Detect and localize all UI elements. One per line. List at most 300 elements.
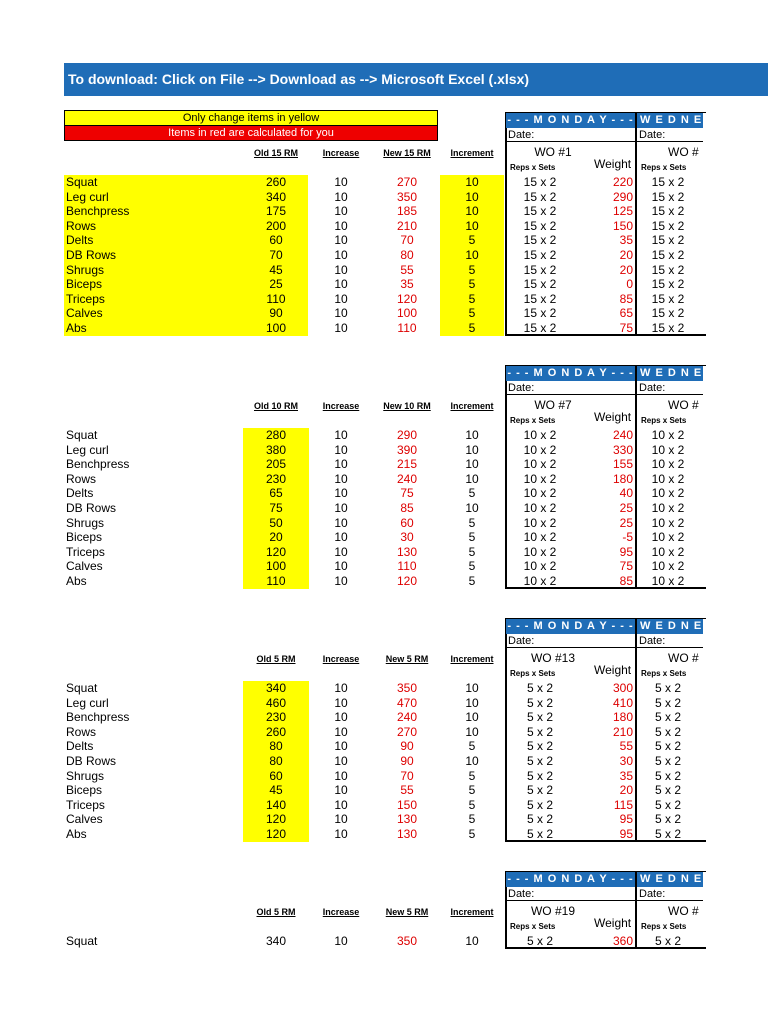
exercise-name: DB Rows [66, 248, 117, 262]
new-rm-value: 185 [396, 204, 418, 219]
old-rm-value[interactable]: 340 [265, 189, 287, 204]
new-rm-value: 215 [396, 457, 418, 472]
increase-value: 10 [334, 175, 348, 189]
reps-sets-value: 10 x 2 [523, 574, 557, 588]
exercise-name: Delts [66, 233, 94, 248]
workout-number-wed: WO # [668, 145, 699, 159]
increase-value: 10 [334, 783, 348, 798]
reps-sets-value: 10 x 2 [523, 442, 557, 457]
weight-value: 75 [619, 559, 633, 574]
increment-value[interactable]: 5 [468, 486, 476, 501]
new-rm-value: 290 [396, 428, 418, 442]
reps-sets-value-wed: 10 x 2 [651, 515, 685, 530]
exercise-name: Benchpress [66, 204, 130, 219]
reps-sets-value-wed: 5 x 2 [654, 934, 681, 948]
reps-sets-value-wed: 5 x 2 [654, 827, 681, 841]
old-rm-value[interactable]: 120 [265, 827, 287, 841]
increase-header: Increase [322, 654, 360, 664]
exercise-name: Abs [66, 574, 87, 588]
increment-value[interactable]: 10 [465, 501, 479, 515]
increment-value[interactable]: 5 [468, 739, 476, 754]
exercise-name: DB Rows [66, 501, 117, 515]
monday-header: - - - M O N D A Y - - - [507, 367, 634, 379]
exercise-name: Biceps [66, 783, 103, 798]
exercise-name: Triceps [66, 797, 105, 812]
old-rm-value[interactable]: 200 [265, 218, 287, 233]
old-rm-header: Old 15 RM [253, 148, 298, 158]
exercise-name: Triceps [66, 544, 105, 559]
new-rm-value: 100 [396, 306, 418, 321]
weight-value: 20 [619, 262, 633, 277]
increase-value: 10 [334, 768, 348, 783]
increment-value[interactable]: 5 [468, 530, 476, 545]
new-rm-value: 110 [397, 321, 417, 335]
workout-number-wed: WO # [668, 398, 699, 412]
exercise-name: Shrugs [66, 262, 105, 277]
increment-value[interactable]: 10 [465, 695, 479, 710]
reps-sets-label-wed: Reps x Sets [641, 416, 687, 425]
new-rm-value: 270 [396, 724, 418, 739]
old-rm-value[interactable]: 110 [266, 574, 286, 588]
monday-date: Date: [506, 381, 635, 395]
exercise-name: Biceps [66, 530, 103, 545]
increase-value: 10 [334, 204, 348, 219]
reps-sets-value: 5 x 2 [526, 681, 553, 695]
workout-number: WO #13 [530, 651, 575, 665]
old-rm-header: Old 10 RM [253, 401, 298, 411]
new-rm-value: 110 [397, 559, 417, 574]
exercise-name: Squat [66, 681, 98, 695]
exercise-name: Delts [66, 486, 94, 501]
old-rm-value[interactable]: 340 [265, 934, 287, 948]
reps-sets-value-wed: 10 x 2 [651, 428, 685, 442]
workout-number: WO #1 [534, 145, 572, 159]
reps-sets-value-wed: 5 x 2 [654, 739, 681, 754]
weight-value: 35 [619, 233, 633, 248]
old-rm-value[interactable]: 45 [269, 783, 283, 798]
old-rm-value[interactable]: 20 [269, 530, 283, 545]
download-banner: To download: Click on File --> Download as --> Microsoft Excel (.xlsx) [64, 63, 768, 96]
increment-value[interactable]: 10 [465, 428, 479, 442]
weight-value: 180 [612, 710, 633, 725]
reps-sets-value-wed: 5 x 2 [654, 710, 681, 725]
increment-header: Increment [450, 401, 494, 411]
old-rm-header: Old 5 RM [256, 654, 296, 664]
increase-value: 10 [334, 754, 348, 768]
weight-value: 115 [613, 797, 633, 812]
old-rm-value[interactable]: 60 [269, 233, 283, 248]
increase-value: 10 [334, 544, 348, 559]
new-rm-value: 270 [396, 175, 418, 189]
increase-value: 10 [334, 797, 348, 812]
increase-value: 10 [334, 486, 348, 501]
old-rm-value[interactable]: 75 [269, 501, 283, 515]
increase-header: Increase [322, 401, 360, 411]
new-rm-value: 85 [400, 501, 414, 515]
new-rm-value: 55 [400, 783, 414, 798]
wednesday-header: W E D N E [637, 113, 703, 128]
new-rm-value: 350 [396, 934, 418, 948]
exercise-name: Triceps [66, 291, 105, 306]
weight-value: 65 [619, 306, 633, 321]
workout-number: WO #19 [530, 904, 575, 918]
reps-sets-value-wed: 15 x 2 [651, 233, 685, 248]
increment-header: Increment [450, 654, 494, 664]
exercise-name: Leg curl [66, 442, 109, 457]
exercise-name: Squat [66, 934, 98, 948]
increase-value: 10 [334, 827, 348, 841]
exercise-name: Calves [66, 306, 103, 321]
weight-value: 75 [619, 321, 633, 335]
increment-value[interactable]: 5 [468, 291, 476, 306]
reps-sets-value-wed: 15 x 2 [651, 204, 685, 219]
weight-value: 290 [612, 189, 633, 204]
exercise-name: Rows [66, 724, 97, 739]
new-rm-value: 70 [400, 768, 414, 783]
exercise-name: DB Rows [66, 754, 117, 768]
reps-sets-value: 15 x 2 [523, 189, 557, 204]
increment-value[interactable]: 5 [468, 262, 476, 277]
reps-sets-value: 5 x 2 [526, 768, 553, 783]
reps-sets-value-wed: 5 x 2 [654, 768, 681, 783]
exercise-name: Squat [66, 428, 98, 442]
reps-sets-value-wed: 15 x 2 [651, 291, 685, 306]
new-rm-header: New 15 RM [383, 148, 431, 158]
wednesday-date: Date: [637, 381, 703, 395]
new-rm-value: 120 [396, 291, 418, 306]
increase-value: 10 [334, 442, 348, 457]
exercise-name: Leg curl [66, 189, 109, 204]
old-rm-value[interactable]: 280 [265, 428, 287, 442]
weight-value: 125 [612, 204, 633, 219]
reps-sets-label: Reps x Sets [510, 416, 556, 425]
weight-value: 55 [619, 739, 633, 754]
reps-sets-value-wed: 10 x 2 [651, 574, 685, 588]
weight-value: 0 [626, 277, 633, 292]
new-rm-value: 470 [396, 695, 418, 710]
reps-sets-value: 15 x 2 [523, 262, 557, 277]
weight-value: 220 [612, 175, 633, 189]
reps-sets-value-wed: 15 x 2 [651, 175, 685, 189]
reps-sets-value: 5 x 2 [526, 739, 553, 754]
increase-value: 10 [334, 189, 348, 204]
exercise-name: Calves [66, 559, 103, 574]
reps-sets-value-wed: 15 x 2 [651, 306, 685, 321]
exercise-name: Calves [66, 812, 103, 827]
reps-sets-value-wed: 5 x 2 [654, 681, 681, 695]
increase-value: 10 [334, 515, 348, 530]
new-rm-value: 90 [400, 754, 414, 768]
reps-sets-value: 5 x 2 [526, 812, 553, 827]
increase-value: 10 [334, 710, 348, 725]
monday-date: Date: [506, 887, 635, 901]
wednesday-header: W E D N E [637, 619, 703, 634]
increment-value[interactable]: 10 [465, 457, 479, 472]
increase-value: 10 [334, 681, 348, 695]
reps-sets-value-wed: 10 x 2 [651, 471, 685, 486]
increase-header: Increase [322, 148, 360, 158]
old-rm-value[interactable]: 60 [269, 768, 283, 783]
new-rm-value: 120 [396, 574, 418, 588]
reps-sets-value: 15 x 2 [523, 204, 557, 219]
new-rm-value: 390 [396, 442, 418, 457]
increment-value[interactable]: 5 [468, 233, 476, 248]
weight-value: 95 [619, 827, 633, 841]
reps-sets-value: 10 x 2 [523, 530, 557, 545]
reps-sets-label-wed: Reps x Sets [641, 922, 687, 931]
increase-value: 10 [334, 218, 348, 233]
increment-value[interactable]: 10 [465, 934, 479, 948]
reps-sets-value-wed: 5 x 2 [654, 695, 681, 710]
weight-value: 240 [612, 428, 633, 442]
weight-label: Weight [594, 410, 632, 424]
old-rm-value[interactable]: 230 [265, 710, 287, 725]
monday-date: Date: [506, 128, 635, 142]
new-rm-value: 150 [396, 797, 418, 812]
reps-sets-value: 15 x 2 [523, 218, 557, 233]
reps-sets-value-wed: 10 x 2 [651, 442, 685, 457]
reps-sets-value: 15 x 2 [523, 291, 557, 306]
increase-value: 10 [334, 428, 348, 442]
old-rm-value[interactable]: 90 [269, 306, 283, 321]
new-rm-value: 130 [396, 812, 418, 827]
reps-sets-value-wed: 5 x 2 [654, 812, 681, 827]
increment-value[interactable]: 10 [465, 681, 479, 695]
exercise-name: Benchpress [66, 710, 130, 725]
weight-value: 25 [619, 515, 633, 530]
old-rm-value[interactable]: 260 [265, 724, 287, 739]
increment-value[interactable]: 10 [465, 204, 479, 219]
old-rm-value[interactable]: 175 [265, 204, 287, 219]
reps-sets-label: Reps x Sets [510, 163, 556, 172]
new-rm-value: 90 [400, 739, 414, 754]
increment-value[interactable]: 5 [468, 321, 476, 335]
increase-value: 10 [334, 471, 348, 486]
reps-sets-value-wed: 15 x 2 [651, 248, 685, 262]
reps-sets-value-wed: 10 x 2 [651, 530, 685, 545]
reps-sets-value-wed: 15 x 2 [651, 262, 685, 277]
increment-value[interactable]: 5 [468, 783, 476, 798]
reps-sets-value: 5 x 2 [526, 797, 553, 812]
increase-value: 10 [334, 306, 348, 321]
old-rm-value[interactable]: 205 [265, 457, 287, 472]
reps-sets-value-wed: 15 x 2 [651, 218, 685, 233]
workout-number-wed: WO # [668, 651, 699, 665]
increment-value[interactable]: 5 [468, 306, 476, 321]
reps-sets-value-wed: 10 x 2 [651, 544, 685, 559]
old-rm-value[interactable]: 70 [269, 248, 283, 262]
reps-sets-value: 10 x 2 [523, 501, 557, 515]
weight-value: 20 [619, 783, 633, 798]
increase-value: 10 [334, 248, 348, 262]
increment-value[interactable]: 5 [468, 515, 476, 530]
new-rm-value: 240 [396, 710, 418, 725]
increment-value[interactable]: 5 [468, 768, 476, 783]
increment-value[interactable]: 5 [468, 544, 476, 559]
exercise-name: Shrugs [66, 515, 105, 530]
weight-value: 25 [619, 501, 633, 515]
increase-value: 10 [334, 262, 348, 277]
wednesday-header: W E D N E [637, 872, 703, 887]
old-rm-value[interactable]: 340 [265, 681, 287, 695]
reps-sets-value: 10 x 2 [523, 486, 557, 501]
reps-sets-label: Reps x Sets [510, 922, 556, 931]
increase-value: 10 [334, 233, 348, 248]
new-rm-header: New 5 RM [385, 907, 429, 917]
new-rm-value: 350 [396, 189, 418, 204]
increase-value: 10 [334, 574, 348, 588]
new-rm-value: 80 [400, 248, 414, 262]
exercise-name: Delts [66, 739, 94, 754]
weight-value: 20 [619, 248, 633, 262]
old-rm-header: Old 5 RM [256, 907, 296, 917]
reps-sets-value-wed: 15 x 2 [651, 277, 685, 292]
new-rm-value: 70 [400, 233, 414, 248]
weight-label: Weight [594, 916, 632, 930]
wednesday-date: Date: [637, 128, 703, 142]
weight-value: 300 [612, 681, 633, 695]
increment-value[interactable]: 5 [468, 277, 476, 292]
exercise-name: Leg curl [66, 695, 109, 710]
exercise-name: Benchpress [66, 457, 130, 472]
weight-value: 95 [619, 812, 633, 827]
old-rm-value[interactable]: 120 [265, 544, 287, 559]
reps-sets-value-wed: 15 x 2 [651, 189, 685, 204]
increment-value[interactable]: 10 [465, 754, 479, 768]
weight-value: 35 [619, 768, 633, 783]
exercise-name: Squat [66, 175, 98, 189]
reps-sets-value: 5 x 2 [526, 724, 553, 739]
increment-value[interactable]: 5 [468, 574, 476, 588]
increment-value[interactable]: 10 [465, 471, 479, 486]
increment-value[interactable]: 10 [465, 710, 479, 725]
reps-sets-value: 5 x 2 [526, 695, 553, 710]
exercise-name: Abs [66, 827, 87, 841]
weight-value: 85 [619, 291, 633, 306]
weight-label: Weight [594, 157, 632, 171]
reps-sets-value: 15 x 2 [523, 175, 557, 189]
old-rm-value[interactable]: 100 [265, 559, 287, 574]
new-rm-header: New 5 RM [385, 654, 429, 664]
legend-box [64, 110, 438, 141]
old-rm-value[interactable]: 80 [269, 739, 283, 754]
workout-number: WO #7 [534, 398, 572, 412]
reps-sets-value: 15 x 2 [523, 306, 557, 321]
legend-yellow: Only change items in yellow [65, 111, 437, 126]
increase-value: 10 [334, 530, 348, 545]
reps-sets-value: 5 x 2 [526, 754, 553, 768]
old-rm-value[interactable]: 110 [266, 291, 286, 306]
exercise-name: Shrugs [66, 768, 105, 783]
reps-sets-label-wed: Reps x Sets [641, 163, 687, 172]
exercise-name: Rows [66, 218, 97, 233]
reps-sets-value: 10 x 2 [523, 457, 557, 472]
increment-value[interactable]: 5 [468, 559, 476, 574]
increment-value[interactable]: 10 [465, 218, 479, 233]
increase-value: 10 [334, 321, 348, 335]
increase-value: 10 [334, 501, 348, 515]
increment-value[interactable]: 10 [465, 248, 479, 262]
weight-value: -5 [622, 530, 633, 545]
reps-sets-value: 15 x 2 [523, 248, 557, 262]
legend-red: Items in red are calculated for you [65, 126, 437, 140]
reps-sets-value: 15 x 2 [523, 233, 557, 248]
increment-value[interactable]: 10 [465, 189, 479, 204]
increment-value[interactable]: 5 [468, 812, 476, 827]
weight-value: 155 [612, 457, 633, 472]
weight-label: Weight [594, 663, 632, 677]
old-rm-value[interactable]: 100 [265, 321, 287, 335]
reps-sets-value-wed: 10 x 2 [651, 486, 685, 501]
increment-value[interactable]: 10 [465, 442, 479, 457]
reps-sets-value-wed: 10 x 2 [651, 501, 685, 515]
reps-sets-value: 5 x 2 [526, 827, 553, 841]
old-rm-value[interactable]: 120 [265, 812, 287, 827]
new-rm-value: 60 [400, 515, 414, 530]
increment-header: Increment [450, 907, 494, 917]
weight-value: 410 [612, 695, 633, 710]
reps-sets-value: 5 x 2 [526, 710, 553, 725]
reps-sets-value: 15 x 2 [523, 277, 557, 292]
new-rm-value: 130 [396, 544, 418, 559]
exercise-name: Abs [66, 321, 87, 335]
wednesday-header: W E D N E [637, 366, 703, 381]
reps-sets-value: 15 x 2 [523, 321, 557, 335]
increase-value: 10 [334, 812, 348, 827]
old-rm-value[interactable]: 65 [269, 486, 283, 501]
old-rm-value[interactable]: 25 [269, 277, 283, 292]
new-rm-value: 30 [400, 530, 414, 545]
reps-sets-value-wed: 10 x 2 [651, 457, 685, 472]
new-rm-value: 240 [396, 471, 418, 486]
old-rm-value[interactable]: 140 [265, 797, 287, 812]
monday-date: Date: [506, 634, 635, 648]
weight-value: 360 [612, 934, 633, 948]
old-rm-value[interactable]: 460 [265, 695, 287, 710]
increment-value[interactable]: 5 [468, 797, 476, 812]
increase-value: 10 [334, 457, 348, 472]
reps-sets-value: 10 x 2 [523, 559, 557, 574]
reps-sets-value: 10 x 2 [523, 544, 557, 559]
old-rm-value[interactable]: 260 [265, 175, 287, 189]
increase-value: 10 [334, 291, 348, 306]
reps-sets-value: 10 x 2 [523, 515, 557, 530]
reps-sets-value: 10 x 2 [523, 428, 557, 442]
new-rm-header: New 10 RM [383, 401, 431, 411]
increment-value[interactable]: 10 [465, 724, 479, 739]
reps-sets-value: 5 x 2 [526, 934, 553, 948]
exercise-name: Biceps [66, 277, 103, 292]
old-rm-value[interactable]: 50 [269, 515, 283, 530]
increment-header: Increment [450, 148, 494, 158]
old-rm-value[interactable]: 80 [269, 754, 283, 768]
old-rm-value[interactable]: 45 [269, 262, 283, 277]
reps-sets-value-wed: 15 x 2 [651, 321, 685, 335]
weight-value: 330 [612, 442, 633, 457]
old-rm-value[interactable]: 230 [265, 471, 287, 486]
old-rm-value[interactable]: 380 [265, 442, 287, 457]
new-rm-value: 55 [400, 262, 414, 277]
new-rm-value: 130 [396, 827, 418, 841]
increment-value[interactable]: 10 [465, 175, 479, 189]
weight-value: 40 [619, 486, 633, 501]
monday-header: - - - M O N D A Y - - - [507, 114, 634, 126]
reps-sets-value-wed: 5 x 2 [654, 724, 681, 739]
increase-header: Increase [322, 907, 360, 917]
weight-value: 180 [612, 471, 633, 486]
increase-value: 10 [334, 724, 348, 739]
increment-value[interactable]: 5 [468, 827, 476, 841]
